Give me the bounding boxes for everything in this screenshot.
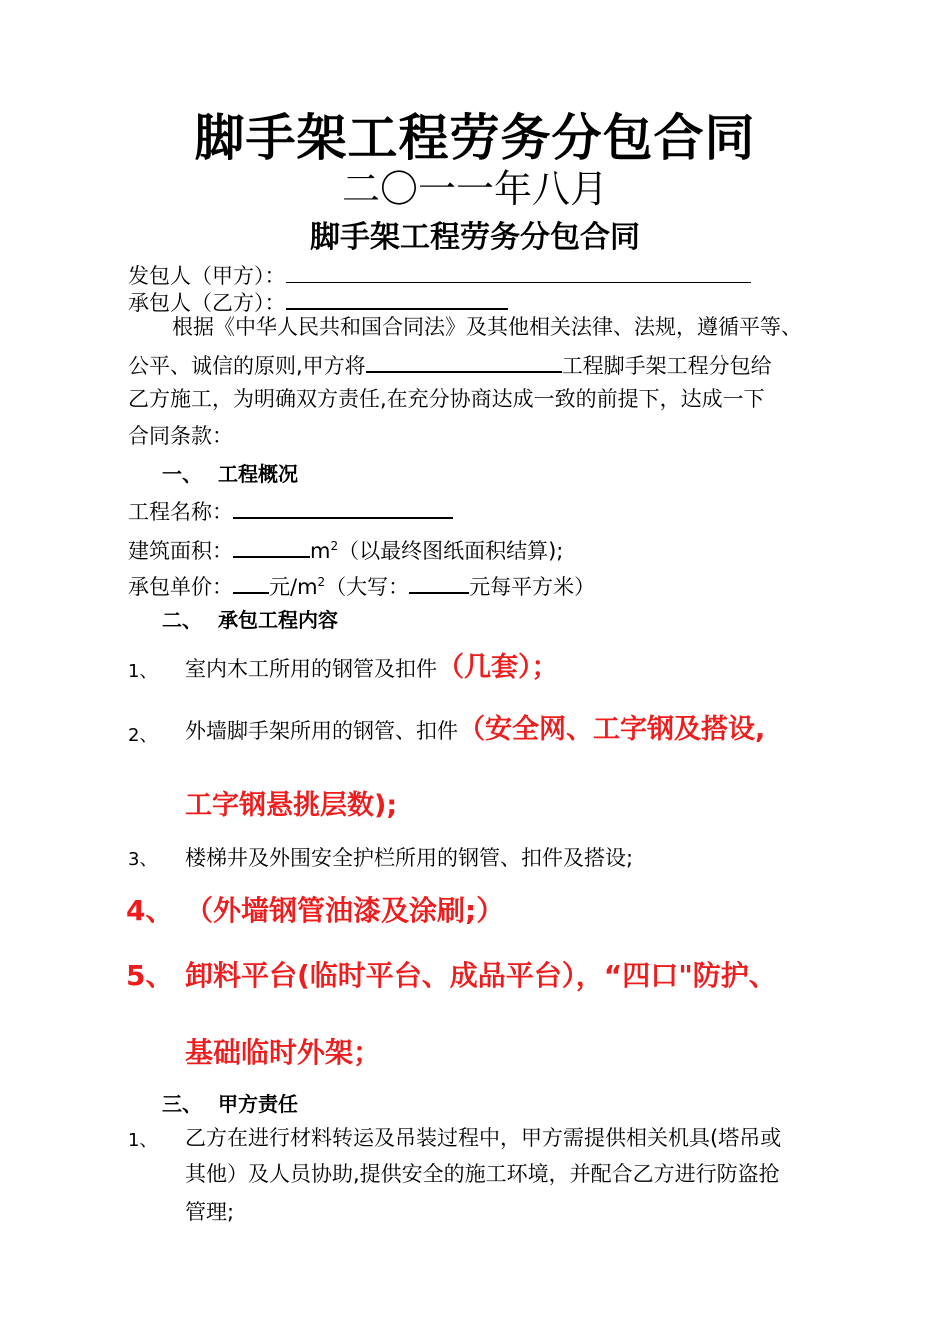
section-2-item-1 xyxy=(185,654,559,683)
section-2-title: 承包工程内容 xyxy=(218,608,338,632)
price-label: 承包单价： xyxy=(128,575,233,599)
area-blank xyxy=(233,534,310,558)
item-red-text: （安全网、工字钢及搭设, xyxy=(458,714,766,745)
section-2-item-4-number: 4、 xyxy=(126,894,174,927)
contract-heading: 脚手架工程劳务分包合同 xyxy=(310,220,640,255)
party-b-blank xyxy=(286,286,508,310)
item-text: 室内木工所用的钢管及扣件 xyxy=(185,657,437,681)
price-unit-sup: 2 xyxy=(317,575,326,589)
section-2-item-2-number: 2、 xyxy=(128,725,158,746)
price-unit: 元/m xyxy=(269,575,318,599)
section-2-number: 二、 xyxy=(162,608,202,632)
section-2-item-5-number: 5、 xyxy=(126,959,174,992)
section-3-item-1-line-3: 管理; xyxy=(185,1200,235,1224)
area-line xyxy=(128,532,563,565)
section-1-title: 工程概况 xyxy=(218,462,298,486)
intro-line-4: 合同条款： xyxy=(128,424,233,448)
section-2-item-3: 楼梯井及外围安全护栏所用的钢管、扣件及搭设; xyxy=(185,846,634,870)
document-date: 二〇一一年八月 xyxy=(341,167,608,211)
intro-line-3: 乙方施工，为明确双方责任,在充分协商达成一致的前提下，达成一下 xyxy=(128,387,765,411)
item-red-text: （几套）； xyxy=(437,652,559,683)
project-blank xyxy=(366,349,562,373)
section-3-item-1-line-2: 其他）及人员协助,提供安全的施工环境，并配合乙方进行防盗抢 xyxy=(185,1162,780,1186)
section-2-item-3-number: 3、 xyxy=(128,849,158,870)
price-caps-blank xyxy=(409,570,469,594)
project-name-label: 工程名称： xyxy=(128,500,233,524)
price-line xyxy=(128,568,595,601)
section-2-item-5: 卸料平台(临时平台、成品平台），“四口"防护、 xyxy=(185,959,777,992)
section-2-item-1-number: 1、 xyxy=(128,661,158,682)
section-3-title: 甲方责任 xyxy=(218,1092,298,1116)
section-2-item-4: （外墙钢管油漆及涂刷;） xyxy=(185,894,505,927)
section-2-item-5-continued: 基础临时外架； xyxy=(185,1036,382,1069)
project-name-line xyxy=(128,495,453,526)
area-note: （以最终图纸面积结算); xyxy=(338,539,564,563)
price-caps-unit: 元每平方米） xyxy=(469,575,596,599)
area-label: 建筑面积： xyxy=(128,539,233,563)
area-unit: m xyxy=(310,539,331,563)
section-3-number: 三、 xyxy=(162,1092,202,1116)
section-1-number: 一、 xyxy=(162,462,202,486)
section-3-item-1-number: 1、 xyxy=(128,1130,158,1151)
document-title: 脚手架工程劳务分包合同 xyxy=(194,109,756,167)
item-text: 外墙脚手架所用的钢管、扣件 xyxy=(185,719,458,743)
area-unit-sup: 2 xyxy=(330,539,339,553)
party-a-label: 发包人（甲方）： xyxy=(128,264,286,288)
intro-line-2 xyxy=(128,349,772,380)
project-name-blank xyxy=(233,495,453,519)
party-a-blank xyxy=(286,260,751,283)
section-2-item-2 xyxy=(185,716,765,745)
section-2-item-2-continued: 工字钢悬挑层数); xyxy=(185,790,398,821)
intro-line-1: 根据《中华人民共和国合同法》及其他相关法律、法规，遵循平等、 xyxy=(172,315,802,339)
section-3-item-1-line-1: 乙方在进行材料转运及吊装过程中，甲方需提供相关机具(塔吊或 xyxy=(185,1126,782,1150)
party-b-label: 承包人（乙方）： xyxy=(128,291,286,315)
intro-line-2-pre: 公平、诚信的原则,甲方将 xyxy=(128,354,366,378)
intro-line-2-post: 工程脚手架工程分包给 xyxy=(561,354,772,378)
price-caps-label: （大写： xyxy=(325,575,410,599)
price-blank xyxy=(233,570,269,594)
